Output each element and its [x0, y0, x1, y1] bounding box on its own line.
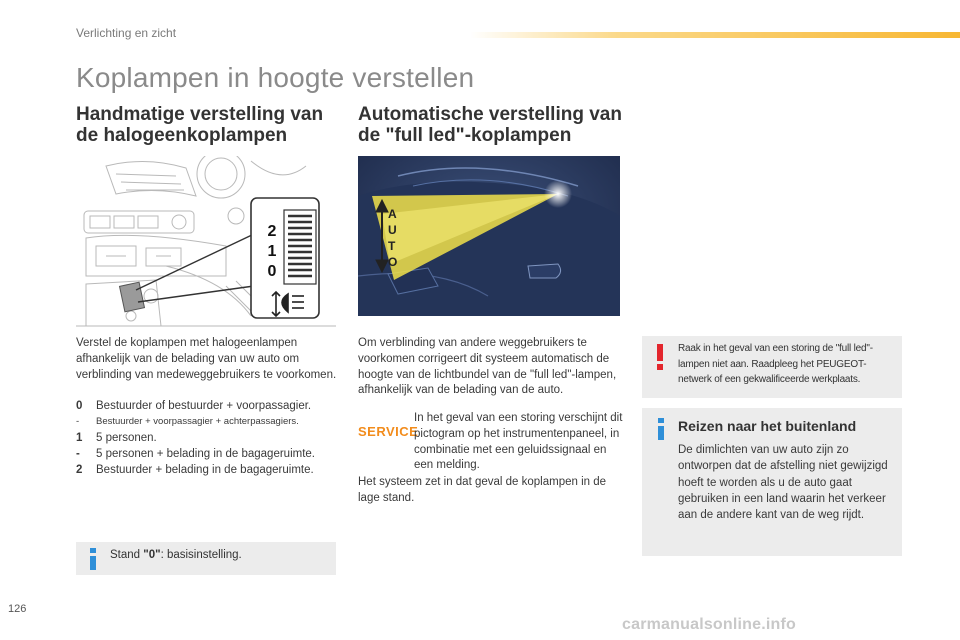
- note-label: Stand: [110, 549, 144, 561]
- list-key: 2: [76, 464, 83, 476]
- list-text: Bestuurder + belading in de bagageruimte.: [96, 464, 314, 476]
- note-value: "0": [143, 549, 161, 561]
- list-key: -: [76, 416, 80, 427]
- heading-automatic: Automatische verstelling van de "full led"-koplampen: [358, 104, 622, 146]
- dashboard-dial-illustration: [76, 156, 336, 328]
- exclamation-icon: [654, 344, 666, 370]
- auto-letter: T: [388, 239, 396, 253]
- list-item: [76, 446, 346, 462]
- list-item: [76, 414, 346, 430]
- list-item: [76, 462, 346, 478]
- list-key: 1: [76, 432, 83, 444]
- fault-fallback: Het systeem zet in dat geval de koplampen in de lage stand.: [358, 476, 607, 504]
- header-gradient-bar: [470, 32, 960, 38]
- auto-letter: O: [388, 255, 398, 269]
- note-rest: : basisinstelling.: [160, 549, 242, 561]
- list-text: 5 personen + belading in de bagageruimte.: [96, 448, 315, 460]
- dial-mark: 2: [267, 223, 277, 240]
- travel-abroad-box: [642, 408, 902, 556]
- basic-setting-note: [76, 542, 336, 575]
- info-icon: [654, 418, 668, 440]
- dial-mark: 1: [267, 243, 277, 260]
- list-key: 0: [76, 400, 83, 412]
- warning-text: Raak in het geval van een storing de "full led"-lampen niet aan. Raadpleeg het PEUGEOT-netwerk of een gekwalificeerde werkplaats.: [678, 343, 873, 386]
- note-text: [110, 549, 242, 561]
- travel-title: Reizen naar het buitenland: [678, 418, 857, 434]
- warning-box: [642, 336, 902, 398]
- led-headlamp-illustration: [358, 156, 620, 316]
- heading-manual: Handmatige verstelling van de halogeenkoplampen: [76, 104, 324, 146]
- auto-letter: A: [388, 207, 397, 221]
- page-number: 126: [8, 603, 27, 615]
- page-title: Koplampen in hoogte verstellen: [76, 62, 475, 93]
- section-label: Verlichting en zicht: [76, 26, 177, 40]
- auto-letter: U: [388, 223, 397, 237]
- list-text: Bestuurder + voorpassagier + achterpassagiers.: [96, 416, 299, 427]
- list-item: [76, 430, 346, 446]
- manual-description: Verstel de koplampen met halogeenlampen afhankelijk van de belading van uw auto om verblinding van medeweggebruikers te voorkomen.: [76, 337, 337, 381]
- list-key: -: [76, 448, 80, 460]
- travel-text: De dimlichten van uw auto zijn zo ontworpen dat de afstelling niet gewijzigd hoeft te worden als u de auto gaat gebruiken in een land waarin het verkeer aan de andere kant van de weg rijdt.: [678, 444, 888, 522]
- dial-mark: 0: [267, 263, 277, 280]
- list-text: 5 personen.: [96, 432, 157, 444]
- position-list: [76, 398, 346, 478]
- automatic-description: Om verblinding van andere weggebruikers te voorkomen corrigeert dit systeem automatisch de hoogte van de lichtbundel van de "full led"-lampen, afhankelijk van de belading van de auto.: [358, 337, 617, 397]
- list-item: [76, 398, 346, 414]
- service-warning-icon: SERVICE: [358, 424, 419, 439]
- fault-description: In het geval van een storing verschijnt dit pictogram op het instrumentenpaneel, in combinatie met een geluidssignaal en een melding.: [414, 412, 623, 472]
- watermark: carmanualsonline.info: [622, 616, 797, 633]
- list-text: Bestuurder of bestuurder + voorpassagier.: [96, 400, 312, 412]
- info-icon: [86, 548, 100, 570]
